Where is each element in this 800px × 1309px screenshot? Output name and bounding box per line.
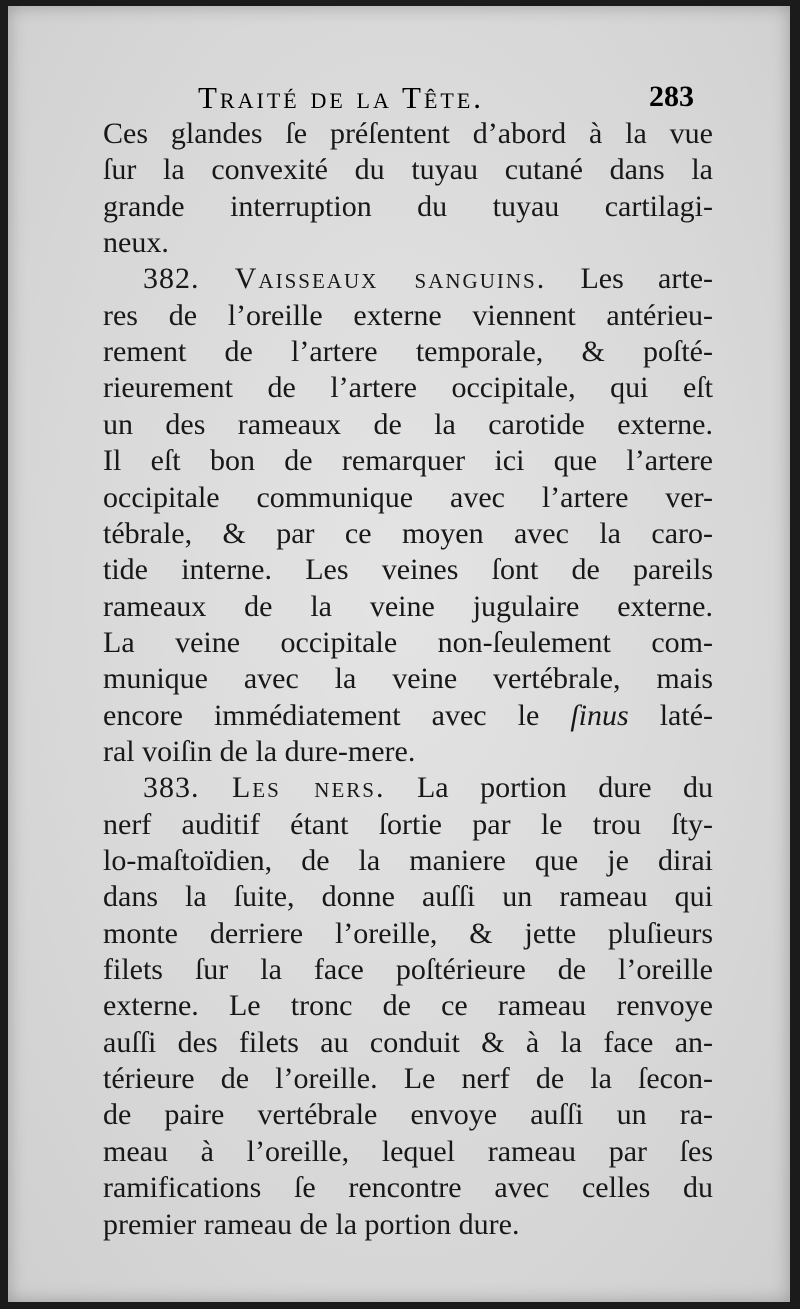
text-run: meau à l’oreille, lequel rameau par ſes [103, 1134, 713, 1168]
text-line [103, 879, 713, 915]
text-run: rieurement de l’artere occipitale, qui eſt [103, 371, 713, 405]
text-line [103, 370, 713, 406]
text-run: tébrale, & par ce moyen avec la caro- [103, 516, 713, 550]
text-line [103, 661, 713, 697]
text-line [103, 152, 713, 188]
text-run: un des rameaux de la carotide externe. [103, 407, 713, 441]
book-page [8, 6, 790, 1302]
text-run: occipitale communique avec l’artere ver- [103, 480, 713, 514]
text-run: ramifications ſe rencontre avec celles du [103, 1171, 713, 1205]
text-run: La veine occipitale non-ſeulement com- [103, 625, 713, 659]
text-run: ral voiſin de la dure-mere. [103, 734, 416, 768]
text-line [103, 807, 713, 843]
text-line [103, 261, 713, 297]
text-run: nerf auditif étant ſortie par le trou ſty- [103, 807, 713, 841]
page-number: 283 [649, 80, 694, 113]
text-line [103, 1207, 713, 1243]
text-line [103, 734, 713, 770]
text-run: grande interruption du tuyau cartilagi- [103, 189, 713, 223]
paragraph-number: 383. [143, 771, 232, 805]
text-line [103, 1061, 713, 1097]
text-line [103, 189, 713, 225]
text-line [103, 407, 713, 443]
text-run: lo-maſtoïdien, de la maniere que je dirai [103, 844, 713, 877]
text-run: auſſi des filets au conduit & à la face an- [103, 1025, 713, 1059]
text-line [103, 952, 713, 988]
text-run: neux. [103, 226, 169, 260]
text-line [103, 698, 713, 734]
text-run: premier rameau de la portion dure. [103, 1207, 520, 1241]
page-header [198, 80, 698, 120]
text-line [103, 443, 713, 479]
text-line [103, 589, 713, 625]
text-run: monte derriere l’oreille, & jette pluſieurs [103, 916, 713, 950]
text-run: rameaux de la veine jugulaire externe. [103, 589, 713, 623]
text-run: filets ſur la face poſtérieure de l’oreille [103, 953, 713, 987]
text-run: res de l’oreille externe viennent antérieu- [103, 298, 713, 332]
text-run: Les arte- [546, 262, 714, 296]
text-run: tide interne. Les veines ſont de pareils [103, 553, 713, 587]
text-run: Il eſt bon de remarquer ici que l’artere [103, 444, 713, 478]
text-run: de paire vertébrale envoye auſſi un ra- [103, 1098, 713, 1132]
text-line [103, 116, 713, 152]
text-line [103, 1170, 713, 1206]
text-run: dans la ſuite, donne auſſi un rameau qui [103, 880, 713, 914]
text-line [103, 1134, 713, 1170]
text-line [103, 843, 713, 879]
section-heading: Vaisseaux sanguins. [234, 262, 547, 296]
text-line [103, 225, 713, 261]
text-line [103, 1097, 713, 1133]
section-heading: Les ners. [231, 771, 386, 805]
running-title: Traité de la Tête. [198, 80, 485, 115]
text-run: externe. Le tronc de ce rameau renvoye [103, 989, 713, 1023]
text-line [103, 480, 713, 516]
text-line [103, 552, 713, 588]
paragraph-number: 382. [143, 262, 235, 296]
text-run: munique avec la veine vertébrale, mais [103, 662, 713, 696]
text-run: laté- [628, 698, 714, 732]
text-run: encore immédiatement avec le [103, 698, 571, 732]
text-run: Ces glandes ſe préſentent d’abord à la vue [103, 117, 713, 150]
italic-term: ſinus [570, 698, 629, 732]
text-line [103, 1025, 713, 1061]
text-run: térieure de l’oreille. Le nerf de la ſecon- [103, 1062, 713, 1096]
text-line [103, 988, 713, 1024]
text-line [103, 334, 713, 370]
text-line [103, 298, 713, 334]
text-line [103, 916, 713, 952]
text-run: ſur la convexité du tuyau cutané dans la [103, 153, 713, 187]
text-line [103, 516, 713, 552]
text-line [103, 770, 713, 806]
text-line [103, 625, 713, 661]
text-run: La portion dure du [385, 771, 714, 805]
text-run: rement de l’artere temporale, & poſté- [103, 335, 713, 369]
